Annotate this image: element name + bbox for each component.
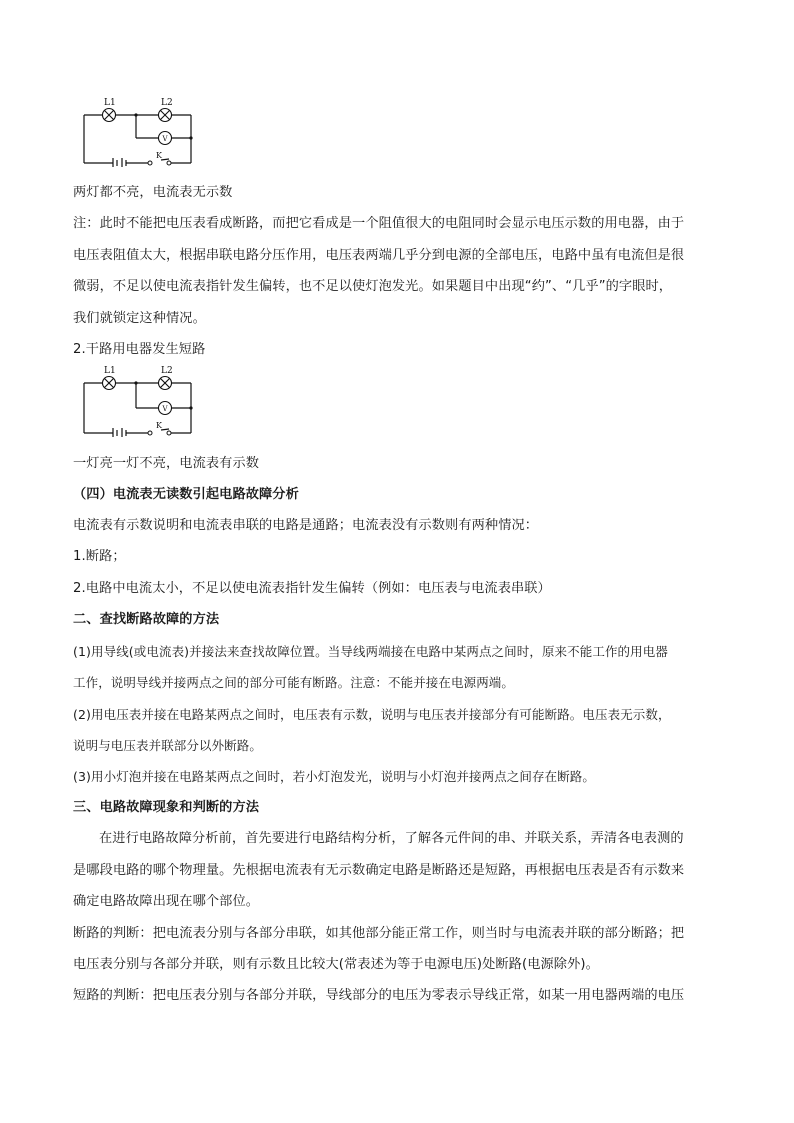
switch-symbol: [148, 431, 171, 435]
list-item-1: 1.断路；: [73, 549, 126, 564]
section-heading-3: 三、电路故障现象和判断的方法: [73, 800, 260, 815]
item-2-heading: 2.干路用电器发生短路: [73, 342, 206, 357]
list-item-2: 2.电路中电流太小，不足以使电流表指针发生偏转（例如：电压表与电流表串联）: [73, 581, 551, 596]
circuit-diagram-1: [76, 97, 198, 167]
method-2-line-2: 说明与电压表并联部分以外断路。: [73, 738, 263, 753]
note-line-1: 注：此时不能把电压表看成断路，而把它看成是一个阻值很大的电阻同时会显示电压示数的用电器，由于: [73, 216, 685, 231]
text-both-lamps-off: 两灯都不亮，电流表无示数: [73, 185, 233, 200]
short-circuit-judgement: 短路的判断：把电压表分别与各部分并联，导线部分的电压为零表示导线正常，如某一用电器两端的电压: [73, 988, 685, 1003]
switch-symbol: [148, 161, 171, 165]
note-line-4: 我们就锁定这种情况。: [73, 311, 206, 326]
label-k: K: [156, 151, 162, 160]
open-circuit-judgement-1: 断路的判断：把电流表分别与各部分串联，如其他部分能正常工作，则当时与电流表并联的部分断路；把: [73, 926, 685, 941]
label-l2: L2: [161, 366, 173, 376]
circuit-diagram-2: [76, 365, 198, 437]
label-v: V: [162, 405, 168, 413]
method-1-line-2: 工作，说明导线并接两点之间的部分可能有断路。注意：不能并接在电源两端。: [73, 675, 515, 690]
method-3: (3)用小灯泡并接在电路某两点之间时，若小灯泡发光，说明与小灯泡并接两点之间存在断路。: [73, 769, 596, 784]
label-l1: L1: [104, 98, 116, 108]
lamp-l2-symbol: [159, 377, 172, 390]
intro-line-1: 在进行电路故障分析前，首先要进行电路结构分析，了解各元件间的串、并联关系，弄清各电表测的: [99, 831, 684, 846]
note-line-3: 微弱，不足以使电流表指针发生偏转，也不足以使灯泡发光。如果题目中出现“约”、“几乎”的字眼时，: [73, 279, 673, 294]
intro-line-2: 是哪段电路的哪个物理量。先根据电流表有无示数确定电路是断路还是短路，再根据电压表是否有示数来: [73, 863, 685, 878]
section-heading-4: （四）电流表无读数引起电路故障分析: [73, 487, 299, 502]
open-circuit-judgement-2: 电压表分别与各部分并联，则有示数且比较大(常表述为等于电源电压)处断路(电源除外)。: [73, 957, 599, 972]
battery-symbol: [113, 428, 126, 437]
label-l1: L1: [104, 366, 116, 376]
label-v: V: [162, 135, 168, 143]
battery-symbol: [113, 158, 126, 167]
label-l2: L2: [161, 98, 173, 108]
note-line-2: 电压表阻值太大，根据串联电路分压作用，电压表两端几乎分到电源的全部电压，电路中虽有电流但是很: [73, 248, 685, 263]
text-one-lamp-on: 一灯亮一灯不亮，电流表有示数: [73, 456, 260, 471]
text-ammeter-reading: 电流表有示数说明和电流表串联的电路是通路；电流表没有示数则有两种情况：: [73, 518, 539, 533]
section-heading-2: 二、查找断路故障的方法: [73, 612, 220, 627]
lamp-l2-symbol: [159, 109, 172, 122]
label-k: K: [156, 421, 162, 430]
method-2-line-1: (2)用电压表并接在电路某两点之间时，电压表有示数，说明与电压表并接部分有可能断路。电压表无示数，: [73, 707, 671, 722]
lamp-l1-symbol: [103, 377, 116, 390]
method-1-line-1: (1)用导线(或电流表)并接法来查找故障位置。当导线两端接在电路中某两点之间时，原来不能工作的用电器: [73, 644, 668, 659]
intro-line-3: 确定电路故障出现在哪个部位。: [73, 894, 260, 909]
lamp-l1-symbol: [103, 109, 116, 122]
